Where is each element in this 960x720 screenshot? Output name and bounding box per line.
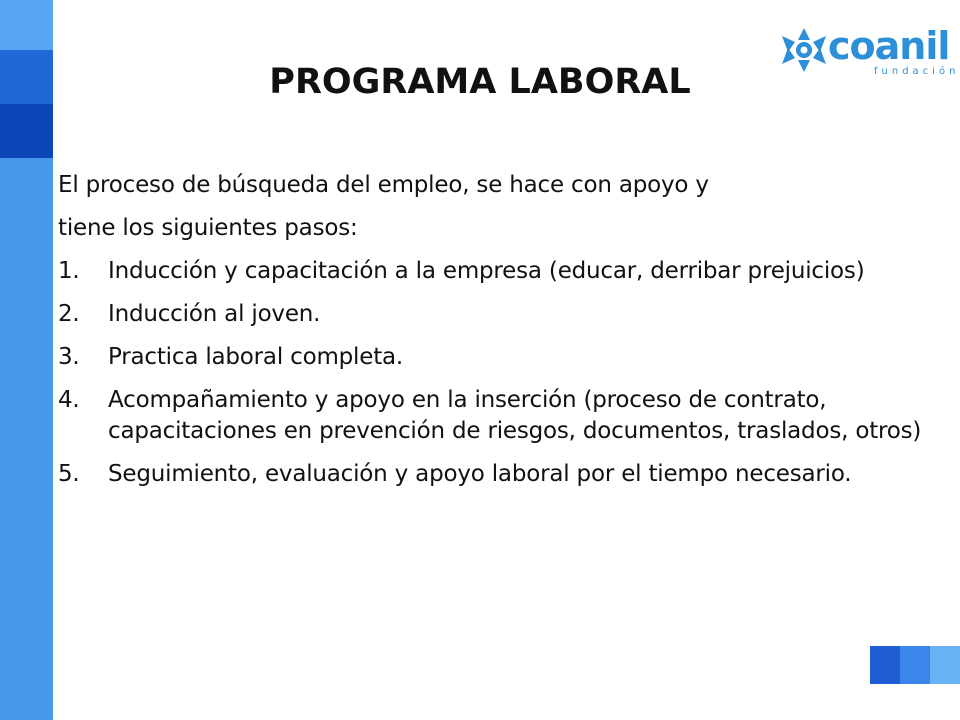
step-number: 4.: [58, 387, 80, 413]
list-item: [58, 342, 938, 373]
step-text: Seguimiento, evaluación y apoyo laboral por el tiempo necesario.: [108, 461, 852, 487]
intro-paragraph: [58, 170, 938, 244]
step-number: 5.: [58, 461, 80, 487]
step-number: 3.: [58, 344, 80, 370]
corner-square-medium: [900, 646, 930, 684]
strip-block-base: [0, 158, 53, 720]
step-text: Acompañamiento y apoyo en la inserción (proceso de contrato, capacitaciones en prevención de riesgos, documentos, traslados, otros): [108, 387, 922, 444]
list-item: [58, 385, 938, 447]
step-number: 1.: [58, 258, 80, 284]
steps-list: [58, 256, 938, 490]
step-text: Inducción y capacitación a la empresa (educar, derribar prejuicios): [108, 258, 865, 284]
list-item: [58, 256, 938, 287]
step-text: Inducción al joven.: [108, 301, 321, 327]
intro-line-2: tiene los siguientes pasos:: [58, 215, 358, 241]
corner-square-dark: [870, 646, 900, 684]
left-decorative-strip: [0, 0, 53, 720]
page-title: PROGRAMA LABORAL: [269, 62, 691, 102]
list-item: [58, 299, 938, 330]
corner-square-light: [930, 646, 960, 684]
strip-block-dark: [0, 104, 53, 158]
logo-brand-text: coanil: [828, 24, 950, 68]
intro-line-1: El proceso de búsqueda del empleo, se hace con apoyo y: [58, 172, 709, 198]
list-item: [58, 459, 938, 490]
strip-block-light: [0, 0, 53, 50]
step-text: Practica laboral completa.: [108, 344, 404, 370]
step-number: 2.: [58, 301, 80, 327]
logo-sub-text: fundación: [874, 66, 960, 77]
slide-body: [58, 170, 938, 502]
